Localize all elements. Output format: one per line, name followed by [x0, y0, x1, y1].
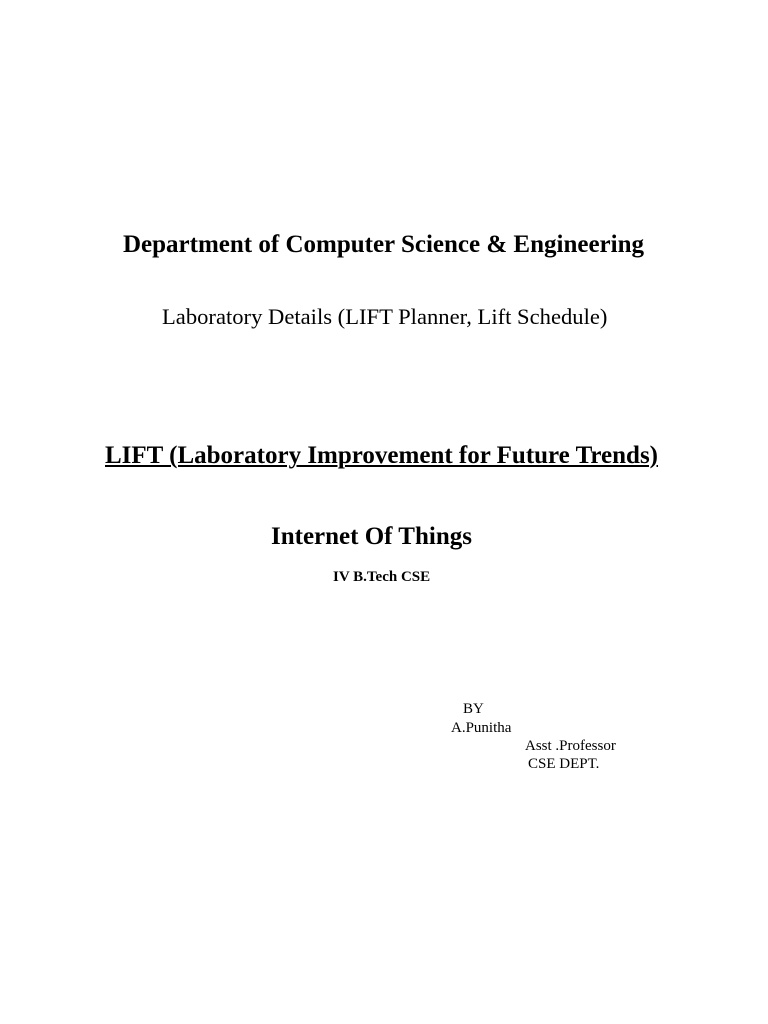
- program-title: LIFT (Laboratory Improvement for Future Trends): [105, 442, 659, 469]
- class-label: IV B.Tech CSE: [333, 569, 431, 585]
- author-department: CSE DEPT.: [528, 756, 600, 772]
- by-label: BY: [463, 701, 484, 717]
- author-name: A.Punitha: [451, 720, 512, 736]
- department-heading: Department of Computer Science & Engineering: [123, 231, 644, 258]
- subject-title: Internet Of Things: [271, 523, 472, 550]
- author-designation: Asst .Professor: [525, 738, 616, 754]
- lab-details-subtitle: Laboratory Details (LIFT Planner, Lift Schedule): [162, 304, 608, 329]
